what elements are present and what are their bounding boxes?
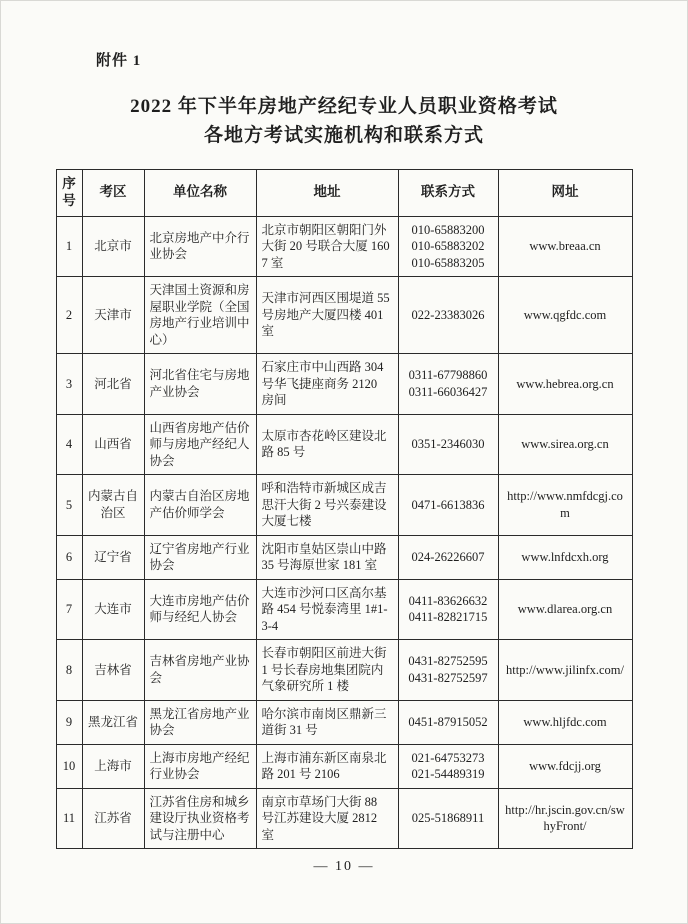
cell-contact-phones <box>398 744 498 788</box>
phone-number: 021-64753273 <box>411 750 485 765</box>
phone-number: 0431-82752597 <box>408 670 488 685</box>
cell-website: http://hr.jscin.gov.cn/swhyFront/ <box>498 788 632 849</box>
cell-contact-phones <box>398 277 498 354</box>
cell-website: www.hljfdc.com <box>498 700 632 744</box>
cell-exam-region: 天津市 <box>82 277 144 354</box>
phone-number: 0311-66036427 <box>408 384 488 399</box>
cell-row-number: 4 <box>56 414 82 475</box>
phone-number: 022-23383026 <box>411 307 485 322</box>
table-body <box>56 216 632 849</box>
table-row <box>56 216 632 277</box>
phone-number: 010-65883200 <box>411 222 485 237</box>
phone-number: 0431-82752595 <box>408 654 488 669</box>
cell-unit-name: 北京房地产中介行业协会 <box>144 216 256 277</box>
cell-website: www.hebrea.org.cn <box>498 354 632 415</box>
cell-contact-phones <box>398 475 498 536</box>
cell-contact-phones <box>398 216 498 277</box>
cell-address: 石家庄市中山西路 304 号华飞捷座商务 2120 房间 <box>256 354 398 415</box>
table-row <box>56 535 632 579</box>
phone-number: 021-54489319 <box>411 767 485 782</box>
cell-website: www.sirea.org.cn <box>498 414 632 475</box>
cell-unit-name: 吉林省房地产业协会 <box>144 640 256 701</box>
cell-contact-phones <box>398 579 498 640</box>
cell-address: 哈尔滨市南岗区鼎新三道街 31 号 <box>256 700 398 744</box>
table-header <box>56 169 632 216</box>
cell-contact-phones <box>398 414 498 475</box>
cell-unit-name: 内蒙古自治区房地产估价师学会 <box>144 475 256 536</box>
cell-unit-name: 大连市房地产估价师与经纪人协会 <box>144 579 256 640</box>
phone-number: 024-26226607 <box>411 549 485 564</box>
cell-website: www.dlarea.org.cn <box>498 579 632 640</box>
table-header-row <box>56 169 632 216</box>
cell-unit-name: 山西省房地产估价师与房地产经纪人协会 <box>144 414 256 475</box>
cell-contact-phones <box>398 640 498 701</box>
cell-exam-region: 吉林省 <box>82 640 144 701</box>
document-title-line1: 2022 年下半年房地产经纪专业人员职业资格考试 <box>130 96 558 117</box>
cell-address: 太原市杏花岭区建设北路 85 号 <box>256 414 398 475</box>
cell-row-number: 8 <box>56 640 82 701</box>
page-number: — 10 — <box>313 859 375 875</box>
attachment-label: 附件 1 <box>96 53 142 69</box>
cell-unit-name: 上海市房地产经纪行业协会 <box>144 744 256 788</box>
table-row <box>56 640 632 701</box>
cell-exam-region: 上海市 <box>82 744 144 788</box>
cell-row-number: 1 <box>56 216 82 277</box>
phone-number: 010-65883205 <box>411 255 485 270</box>
table-row <box>56 277 632 354</box>
cell-exam-region: 黑龙江省 <box>82 700 144 744</box>
cell-unit-name: 辽宁省房地产行业协会 <box>144 535 256 579</box>
column-header-0: 序号 <box>56 169 82 216</box>
cell-unit-name: 河北省住宅与房地产业协会 <box>144 354 256 415</box>
cell-address: 北京市朝阳区朝阳门外大街 20 号联合大厦 1607 室 <box>256 216 398 277</box>
cell-row-number: 5 <box>56 475 82 536</box>
cell-row-number: 7 <box>56 579 82 640</box>
cell-website: www.qgfdc.com <box>498 277 632 354</box>
cell-website: www.breaa.cn <box>498 216 632 277</box>
phone-number: 0411-82821715 <box>408 610 488 625</box>
table-row <box>56 354 632 415</box>
column-header-5: 网址 <box>498 169 632 216</box>
table-row <box>56 700 632 744</box>
cell-address: 大连市沙河口区高尔基路 454 号悦泰湾里 1#1-3-4 <box>256 579 398 640</box>
cell-exam-region: 河北省 <box>82 354 144 415</box>
column-header-4: 联系方式 <box>398 169 498 216</box>
cell-row-number: 6 <box>56 535 82 579</box>
table-row <box>56 414 632 475</box>
phone-number: 025-51868911 <box>411 811 485 826</box>
table-row <box>56 475 632 536</box>
cell-row-number: 10 <box>56 744 82 788</box>
table-row <box>56 788 632 849</box>
cell-address: 天津市河西区围堤道 55 号房地产大厦四楼 401 室 <box>256 277 398 354</box>
cell-unit-name: 江苏省住房和城乡建设厅执业资格考试与注册中心 <box>144 788 256 849</box>
phone-number: 0451-87915052 <box>408 714 488 729</box>
phone-number: 0471-6613836 <box>411 497 485 512</box>
cell-website: http://www.nmfdcgj.com <box>498 475 632 536</box>
cell-website: http://www.jilinfx.com/ <box>498 640 632 701</box>
column-header-2: 单位名称 <box>144 169 256 216</box>
cell-exam-region: 内蒙古自治区 <box>82 475 144 536</box>
phone-number: 010-65883202 <box>411 239 485 254</box>
cell-address: 沈阳市皇姑区崇山中路 35 号海原世家 181 室 <box>256 535 398 579</box>
cell-website: www.fdcjj.org <box>498 744 632 788</box>
phone-number: 0311-67798860 <box>408 368 488 383</box>
cell-contact-phones <box>398 788 498 849</box>
cell-exam-region: 北京市 <box>82 216 144 277</box>
cell-unit-name: 天津国土资源和房屋职业学院（全国房地产行业培训中心） <box>144 277 256 354</box>
cell-address: 南京市草场门大街 88 号江苏建设大厦 2812 室 <box>256 788 398 849</box>
cell-contact-phones <box>398 700 498 744</box>
cell-exam-region: 山西省 <box>82 414 144 475</box>
cell-contact-phones <box>398 535 498 579</box>
document-title-line2: 各地方考试实施机构和联系方式 <box>203 125 484 147</box>
table-row <box>56 744 632 788</box>
document-title <box>41 92 647 151</box>
cell-exam-region: 江苏省 <box>82 788 144 849</box>
cell-row-number: 11 <box>56 788 82 849</box>
cell-row-number: 9 <box>56 700 82 744</box>
cell-website: www.lnfdcxh.org <box>498 535 632 579</box>
column-header-1: 考区 <box>82 169 144 216</box>
cell-exam-region: 辽宁省 <box>82 535 144 579</box>
cell-contact-phones <box>398 354 498 415</box>
table-row <box>56 579 632 640</box>
cell-row-number: 2 <box>56 277 82 354</box>
cell-row-number: 3 <box>56 354 82 415</box>
cell-exam-region: 大连市 <box>82 579 144 640</box>
column-header-3: 地址 <box>256 169 398 216</box>
cell-address: 呼和浩特市新城区成吉思汗大街 2 号兴泰建设大厦七楼 <box>256 475 398 536</box>
exam-agencies-table <box>56 169 633 849</box>
phone-number: 0351-2346030 <box>411 437 485 452</box>
cell-address: 长春市朝阳区前进大街 1 号长春房地集团院内气象研究所 1 楼 <box>256 640 398 701</box>
phone-number: 0411-83626632 <box>408 593 488 608</box>
cell-address: 上海市浦东新区南泉北路 201 号 2106 <box>256 744 398 788</box>
cell-unit-name: 黑龙江省房地产业协会 <box>144 700 256 744</box>
